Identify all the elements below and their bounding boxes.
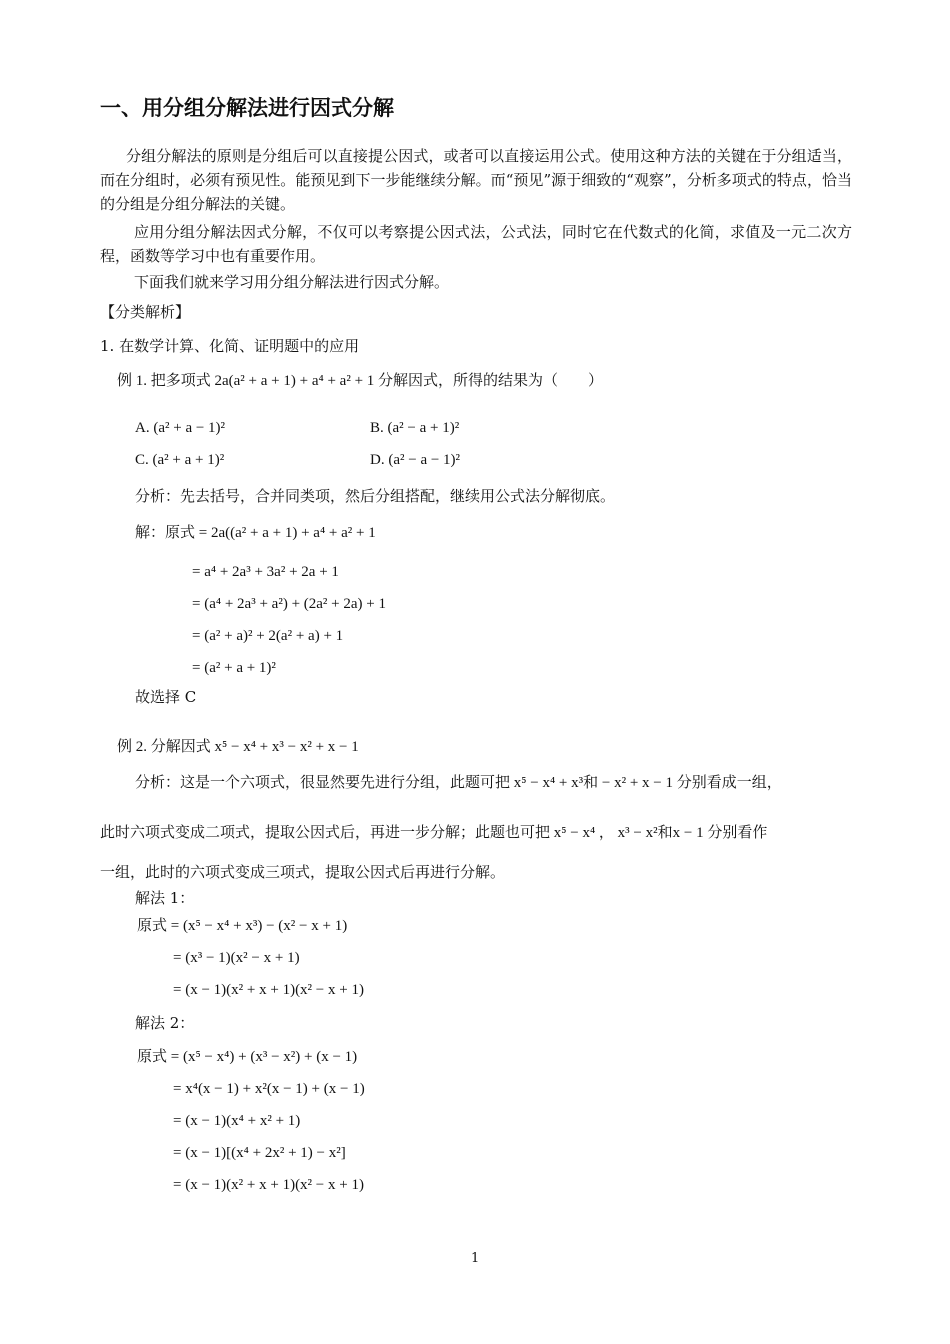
example1-analysis: 分析：先去括号，合并同类项，然后分组搭配，继续用公式法分解彻底。 [135, 487, 616, 505]
method2-label: 解法 2： [135, 1014, 195, 1032]
section-label: 【分类解析】 [100, 303, 191, 321]
example1-conclusion: 故选择 C [135, 688, 197, 706]
example2-analysis-line-2: 此时六项式变成二项式，提取公因式后，再进一步分解；此题也可把 x⁵ − x⁴ ， x³ − x²和x − 1 分别看作 [100, 825, 768, 841]
example1-option-a: A. (a² + a − 1)² [135, 420, 226, 436]
example2-analysis-line-1: 分析：这是一个六项式，很显然要先进行分组，此题可把 x⁵ − x⁴ + x³和 − x² + x − 1 分别看成一组， [135, 775, 782, 791]
example2-question: 例 2. 分解因式 x⁵ − x⁴ + x³ − x² + x − 1 [117, 739, 359, 755]
method2-step: = x⁴(x − 1) + x²(x − 1) + (x − 1) [173, 1081, 365, 1097]
example1-solution-start: 解：原式 = 2a((a² + a + 1) + a⁴ + a² + 1 [135, 525, 376, 541]
method2-step: = (x − 1)(x² + x + 1)(x² − x + 1) [173, 1177, 364, 1193]
page-number: 1 [471, 1251, 480, 1266]
method1-label: 解法 1： [135, 889, 195, 907]
example1-step: = (a⁴ + 2a³ + a²) + (2a² + 2a) + 1 [192, 596, 386, 612]
method2-step: = (x − 1)(x⁴ + x² + 1) [173, 1113, 301, 1129]
example1-step: = a⁴ + 2a³ + 3a² + 2a + 1 [192, 564, 339, 580]
example1-step: = (a² + a)² + 2(a² + a) + 1 [192, 628, 344, 644]
example1-step: = (a² + a + 1)² [192, 660, 276, 676]
example1-option-d: D. (a² − a − 1)² [370, 452, 461, 468]
method1-step: 原式 = (x⁵ − x⁴ + x³) − (x² − x + 1) [137, 918, 348, 934]
intro-paragraph-2: 应用分组分解法因式分解，不仅可以考察提公因式法，公式法，同时它在代数式的化简，求值及一元二次方程，函数等学习中也有重要作用。 [100, 223, 852, 265]
subsection-heading: 1. 在数学计算、化简、证明题中的应用 [100, 337, 360, 355]
method1-step: = (x³ − 1)(x² − x + 1) [173, 950, 300, 966]
example2-analysis-line-3: 一组，此时的六项式变成三项式，提取公因式后再进行分解。 [100, 863, 506, 881]
method1-step: = (x − 1)(x² + x + 1)(x² − x + 1) [173, 982, 364, 998]
example1-option-c: C. (a² + a + 1)² [135, 452, 225, 468]
method2-step: = (x − 1)[(x⁴ + 2x² + 1) − x²] [173, 1145, 346, 1161]
intro-paragraph-1: 分组分解法的原则是分组后可以直接提公因式，或者可以直接运用公式。使用这种方法的关键在于分组适当，而在分组时，必须有预见性。能预见到下一步能继续分解。而“预见”源于细致的“观察”，分析多项式的特点，恰当的分组是分组分解法的关键。 [100, 147, 852, 213]
method2-step: 原式 = (x⁵ − x⁴) + (x³ − x²) + (x − 1) [137, 1049, 358, 1065]
example1-question: 例 1. 把多项式 2a(a² + a + 1) + a⁴ + a² + 1 分解因式，所得的结果为（ ） [117, 373, 604, 389]
page-title: 一、用分组分解法进行因式分解 [100, 96, 394, 120]
example1-option-b: B. (a² − a + 1)² [370, 420, 460, 436]
intro-paragraph-3: 下面我们就来学习用分组分解法进行因式分解。 [134, 273, 450, 291]
